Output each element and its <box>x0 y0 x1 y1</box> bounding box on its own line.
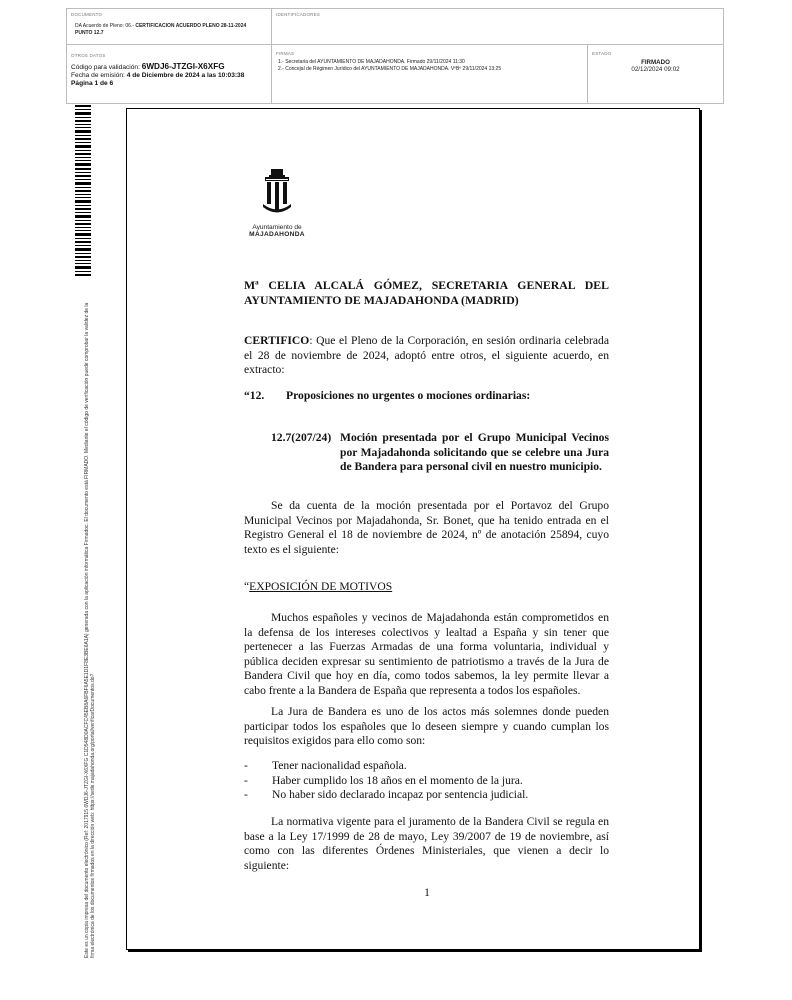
requisitos-list <box>244 759 609 803</box>
documento-line2: PUNTO 12.7 <box>75 30 104 36</box>
otros-datos-cell <box>67 45 272 103</box>
documento-line1: DA Acuerdo de Pleno: 06.- CERTIFICACION ACUERDO PLENO 28-11-2024 <box>75 23 247 29</box>
barcode-image <box>75 105 91 277</box>
list-item: - Haber cumplido los 18 años en el momento de la jura. <box>244 774 609 789</box>
estado-date: 02/12/2024 09:02 <box>631 66 680 73</box>
list-item: - Tener nacionalidad española. <box>244 759 609 774</box>
paragraph-intro: Se da cuenta de la moción presentada por el Portavoz del Grupo Municipal Vecinos por Majadahonda, Sr. Bonet, que ha tenido entrada en el Registro General el 18 de noviembre de 2024, nº de anotación 25894, cuyo texto es el siguiente: <box>244 499 609 556</box>
list-item: - No haber sido declarado incapaz por sentencia judicial. <box>244 788 609 803</box>
exposicion-quote: “ <box>244 580 250 593</box>
item-12-heading <box>244 389 609 404</box>
exposicion-title: EXPOSICIÓN DE MOTIVOS <box>249 580 393 593</box>
firmas-cell <box>272 45 588 103</box>
identificadores-cell <box>272 9 723 45</box>
documento-label: DOCUMENTO <box>71 12 103 17</box>
crest-shape <box>263 169 291 213</box>
signature-header <box>66 8 724 104</box>
paragraph-motivos-1: Muchos españoles y vecinos de Majadahonda están comprometidos en la defensa de los intereses colectivos y lealtad a España y sin tener que pertenecer a las Fuerzas Armadas de una forma voluntaria, individual y pública deciden expresar su sentimiento de patriotismo a través de la Jura de Bandera Civil que hoy en día, como todos sabemos, la ley permite llevar a cabo frente a la Bandera de España que representa a todos los españoles. <box>244 611 609 697</box>
item-12-title: Proposiciones no urgentes o mociones ordinarias: <box>286 389 531 402</box>
crest-icon <box>256 167 298 217</box>
certifico-text: : Que el Pleno de la Corporación, en sesión ordinaria celebrada el 28 de noviembre de 2024, adoptó entre otros, el siguiente acuerdo, en extracto: <box>244 334 609 377</box>
subitem-title: Moción presentada por el Grupo Municipal Vecinos por Majadahonda solicitando que se celebre una Jura de Bandera para personal civil en nuestro municipio. <box>340 431 609 474</box>
certifico-label: CERTIFICO <box>244 334 310 347</box>
codigo-validacion: Código para validación: 6WDJ6-JTZGI-X6XFG <box>71 62 225 71</box>
estado-value: FIRMADO <box>641 59 670 66</box>
fecha-emision: Fecha de emisión: 4 de Diciembre de 2024 a las 10:03:38 <box>71 72 245 79</box>
certifico-paragraph <box>244 334 609 378</box>
identificadores-label: IDENTIFICADORES <box>276 12 321 17</box>
barcode-bars <box>75 105 91 276</box>
subitem-number: 12.7(207/24) <box>271 431 332 444</box>
documento-cell <box>67 9 272 45</box>
ayuntamiento-logo <box>244 167 310 238</box>
page-number: 1 <box>424 886 430 899</box>
logo-line1: Ayuntamiento de <box>252 224 302 231</box>
paragraph-normativa: La normativa vigente para el juramento de la Bandera Civil se regula en base a la Ley 17/1999 de 28 de mayo, Ley 39/2007 de 19 de noviembre, así como con las diferentes Órdenes Ministeriales, que vienen a decir lo siguiente: <box>244 815 609 872</box>
item-12-number: “12. <box>244 389 265 402</box>
pagina-indicator: Página 1 de 6 <box>71 80 114 87</box>
paragraph-motivos-2: La Jura de Bandera es uno de los actos más solemnes donde pueden participar todos los españoles que lo deseen siempre y cuando cumplan los requisitos exigidos para ello como son: <box>244 705 609 748</box>
exposicion-heading <box>244 580 609 595</box>
estado-label: ESTADO <box>592 51 612 56</box>
firmas-label: FIRMAS <box>276 51 295 56</box>
verification-sidebar-text: Este es un copia impresa del documento electrónico (Ref: 2017915 6WDJ6-JTZGI-X6XFG C1D548D0ACFC45EB8A6FBF6A5E1D1F8E3BE6A1A) generada con la aplicación informática Firmadoc. El documento está FIRMADO. Mediante el código de verificación puede comprobar la validez de la firma electrónica de los documentos firmados en la dirección web: https://sede.majadahonda.org/portal/verificarDocumentos.do? <box>84 302 96 958</box>
firma-1: 1.- Secretaria del AYUNTAMIENTO DE MAJADAHONDA. Firmado 29/11/2024 11:30 <box>278 59 465 65</box>
logo-line2: MAJADAHONDA <box>249 231 305 238</box>
firma-2: 2.- Concejal de Régimen Jurídico del AYUNTAMIENTO DE MAJADAHONDA. VºBº 29/11/2024 13:25 <box>278 66 502 72</box>
otros-datos-label: OTROS DATOS <box>71 53 106 58</box>
estado-cell <box>588 45 723 103</box>
document-heading: Mª CELIA ALCALÁ GÓMEZ, SECRETARIA GENERAL DEL AYUNTAMIENTO DE MAJADAHONDA (MADRID) <box>244 278 609 307</box>
